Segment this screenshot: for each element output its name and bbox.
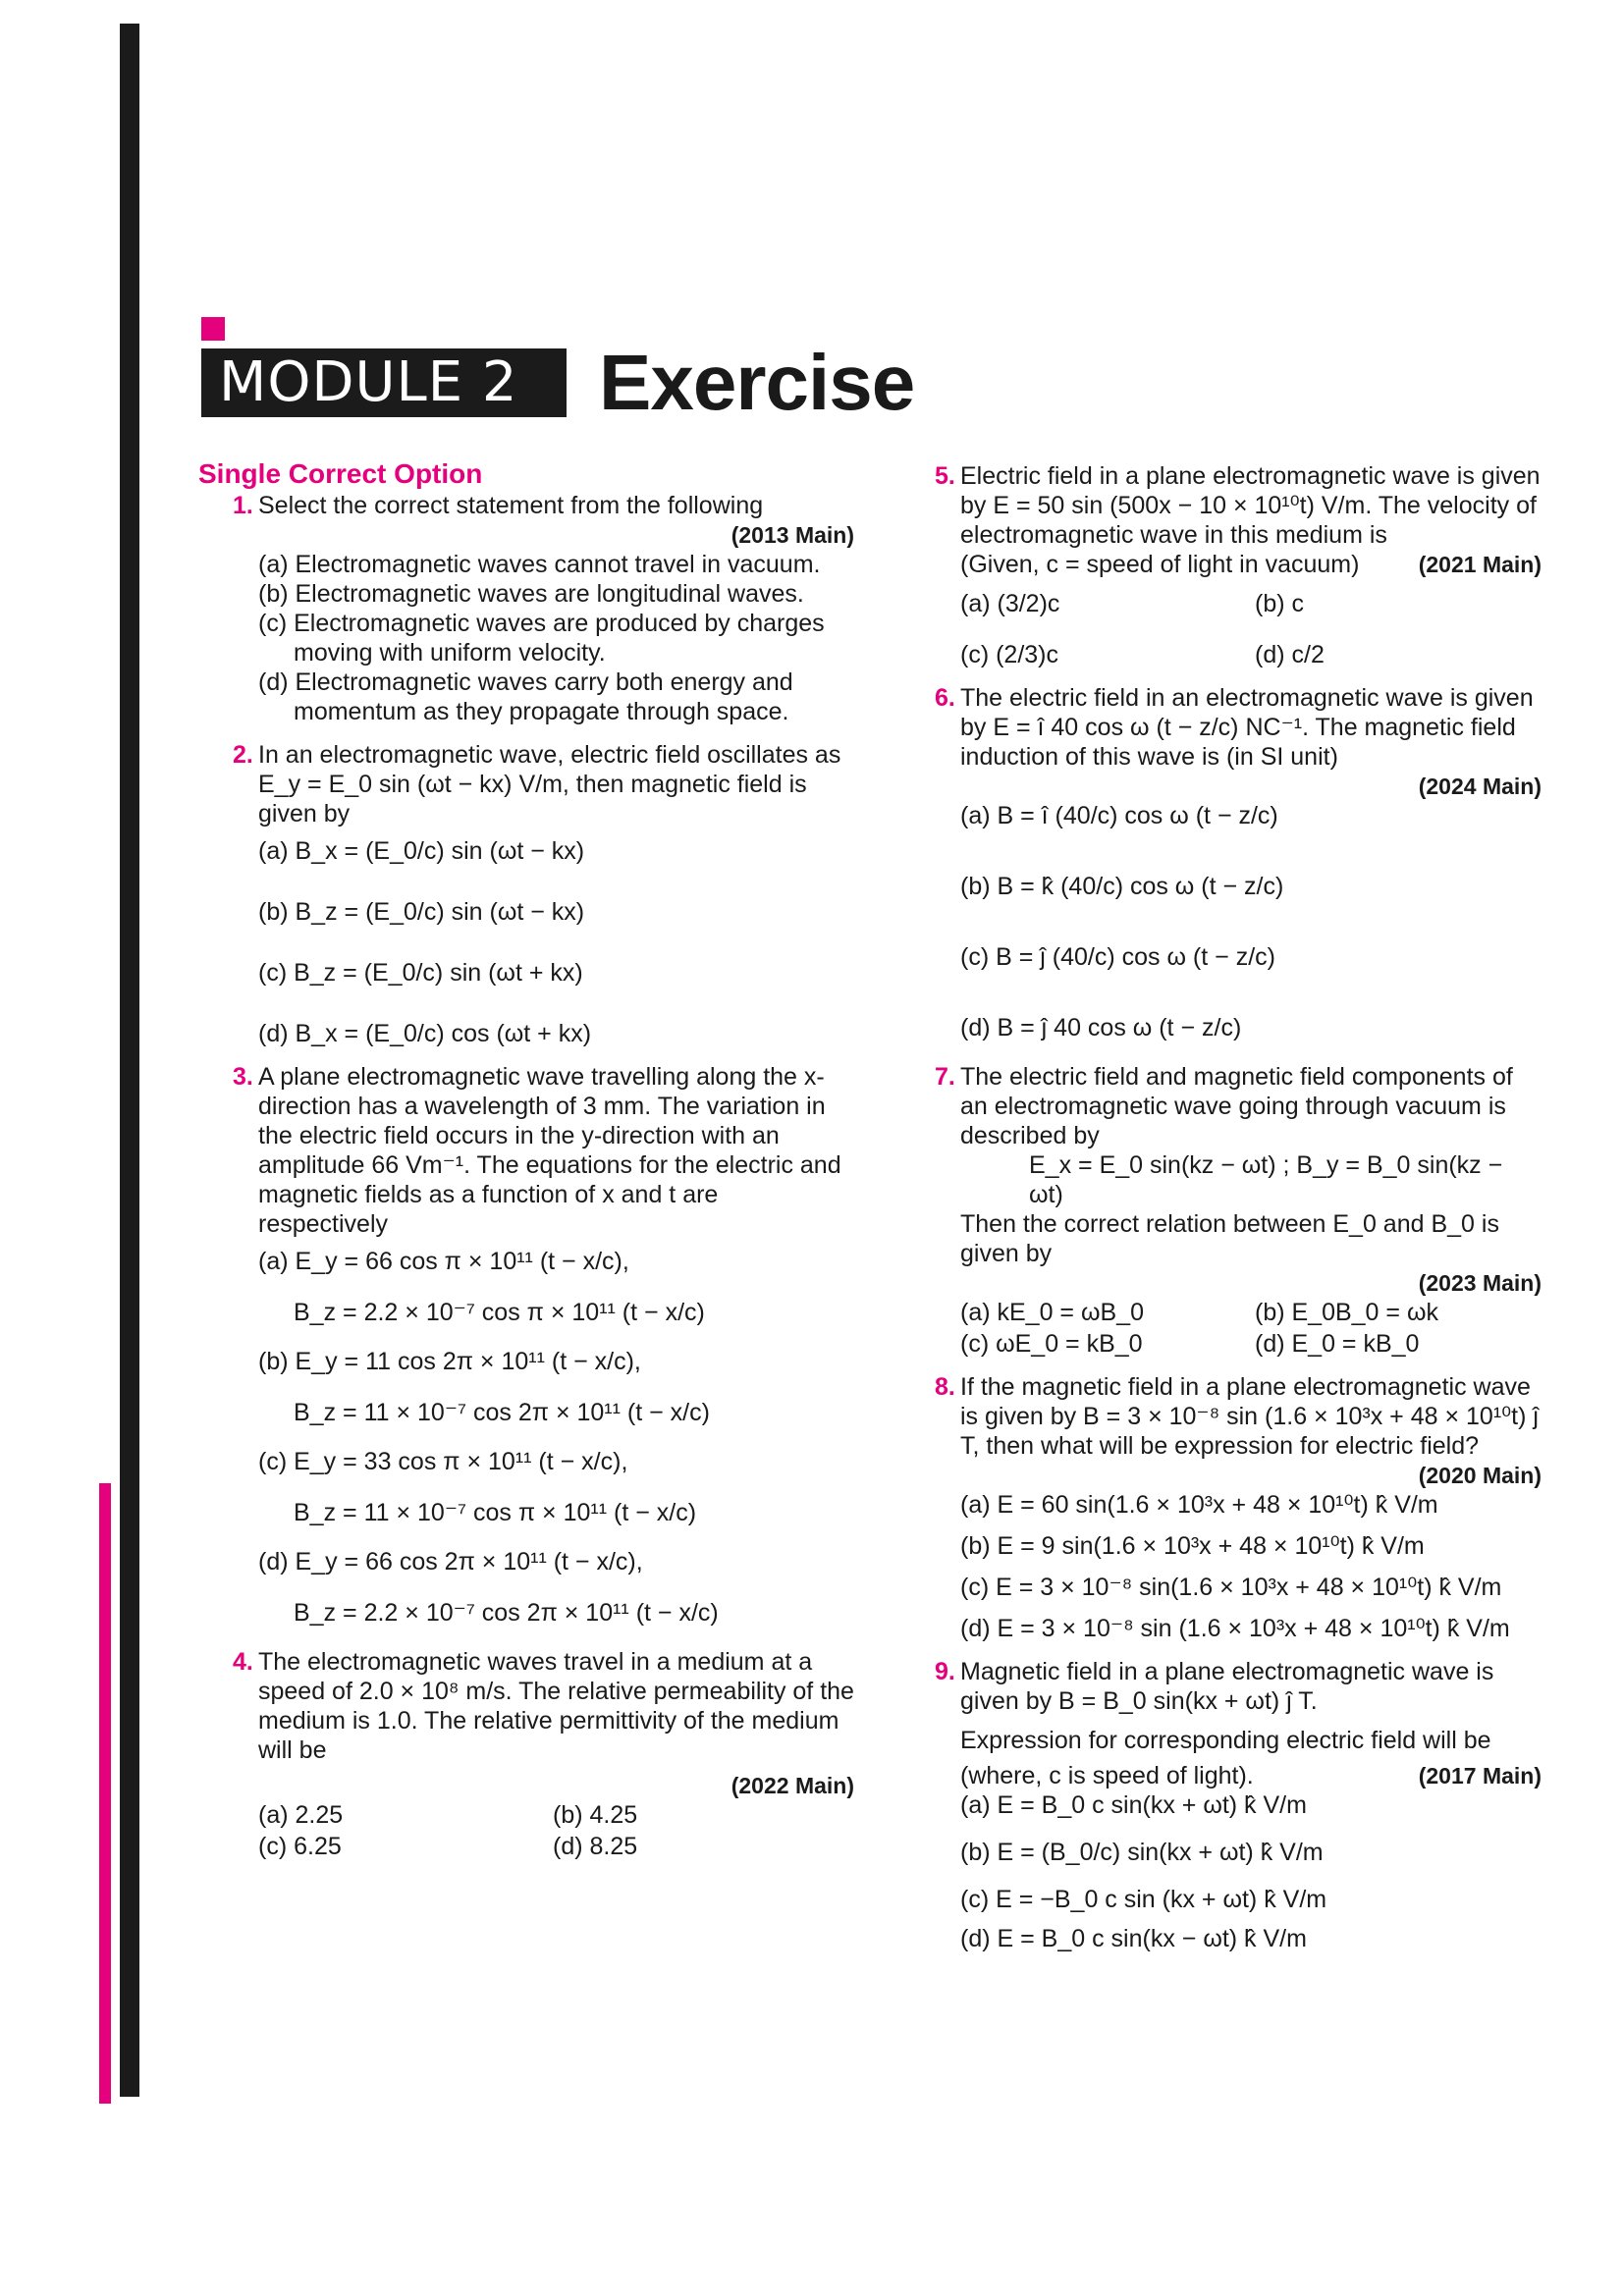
question-number: 2. — [233, 741, 253, 769]
option: (d) E = 3 × 10⁻⁸ sin (1.6 × 10³x + 48 × 10¹⁰t) k̂ V/m — [960, 1615, 1510, 1642]
module-label: MODULE 2 — [201, 348, 567, 417]
question-number: 1. — [233, 492, 253, 519]
question-1 — [211, 491, 854, 726]
left-column — [211, 491, 854, 1875]
question-4 — [211, 1647, 854, 1861]
question-text-2: Expression for corresponding electric field will be — [960, 1727, 1491, 1754]
exam-year: (2017 Main) — [1418, 1763, 1542, 1789]
option: (b) 4.25 — [553, 1801, 638, 1829]
option: (b) B_z = (E_0/c) sin (ωt − kx) — [258, 898, 585, 926]
question-6 — [913, 683, 1542, 1042]
exam-year: (2022 Main) — [730, 1773, 854, 1798]
question-number: 7. — [935, 1063, 955, 1091]
option: (c) 6.25 — [258, 1833, 342, 1860]
left-accent-bar — [99, 1483, 111, 2104]
options-grid — [258, 1800, 854, 1861]
option: (d) E = B_0 c sin(kx − ωt) k̂ V/m — [960, 1925, 1307, 1952]
option: (c) ωE_0 = kB_0 — [960, 1330, 1143, 1358]
title-accent-square — [201, 317, 225, 341]
option: (a) B_x = (E_0/c) sin (ωt − kx) — [258, 837, 585, 865]
exam-year: (2021 Main) — [1418, 552, 1542, 577]
question-number: 9. — [935, 1658, 955, 1685]
exam-year: (2020 Main) — [1418, 1463, 1542, 1488]
question-8 — [913, 1372, 1542, 1643]
question-number: 3. — [233, 1063, 253, 1091]
option: (c) E = 3 × 10⁻⁸ sin(1.6 × 10³x + 48 × 10¹⁰t) k̂ V/m — [960, 1574, 1502, 1601]
exam-year: (2023 Main) — [1418, 1270, 1542, 1296]
option: (b) E_0B_0 = ωk — [1255, 1299, 1438, 1326]
page-title: Exercise — [599, 339, 915, 426]
option: (b) E = (B_0/c) sin(kx + ωt) k̂ V/m — [960, 1839, 1324, 1866]
option: (d) B = ĵ 40 cos ω (t − z/c) — [960, 1014, 1242, 1041]
option: (d) E_0 = kB_0 — [1255, 1330, 1420, 1358]
question-text: The electric field and magnetic field components of an electromagnetic wave going through vacuum is described by — [960, 1063, 1513, 1149]
question-2 — [211, 740, 854, 1048]
question-5 — [913, 461, 1542, 669]
question-number: 8. — [935, 1373, 955, 1401]
given-note: (where, c is speed of light). — [960, 1762, 1254, 1789]
left-margin-bar — [120, 24, 139, 2097]
option: (d) E_y = 66 cos 2π × 10¹¹ (t − x/c), B_z = 2.2 × 10⁻⁷ cos 2π × 10¹¹ (t − x/c) — [258, 1548, 719, 1627]
option: (a) E = B_0 c sin(kx + ωt) k̂ V/m — [960, 1791, 1307, 1819]
option: (d) B_x = (E_0/c) cos (ωt + kx) — [258, 1020, 592, 1047]
right-column — [913, 461, 1542, 1967]
option: (b) E_y = 11 cos 2π × 10¹¹ (t − x/c), B_z = 11 × 10⁻⁷ cos 2π × 10¹¹ (t − x/c) — [258, 1348, 710, 1426]
option: (c) (2/3)c — [960, 641, 1058, 668]
options-grid — [960, 589, 1542, 669]
question-text-2: Then the correct relation between E_0 and B_0 is given by — [960, 1210, 1499, 1267]
option: (b) B = k̂ (40/c) cos ω (t − z/c) — [960, 873, 1284, 900]
option: (a) 2.25 — [258, 1801, 344, 1829]
option: (b) E = 9 sin(1.6 × 10³x + 48 × 10¹⁰t) k̂ V/m — [960, 1532, 1425, 1560]
option: (b) Electromagnetic waves are longitudinal waves. — [258, 580, 804, 608]
option: (a) E = 60 sin(1.6 × 10³x + 48 × 10¹⁰t) k̂ V/m — [960, 1491, 1438, 1519]
option: (d) 8.25 — [553, 1833, 638, 1860]
exam-year: (2013 Main) — [730, 522, 854, 548]
question-7 — [913, 1062, 1542, 1359]
question-text: The electromagnetic waves travel in a medium at a speed of 2.0 × 10⁸ m/s. The relative permeability of the medium is 1.0. The relative permittivity of the medium will be — [258, 1648, 854, 1764]
option: (d) c/2 — [1255, 641, 1325, 668]
option: (c) Electromagnetic waves are produced by charges moving with uniform velocity. — [258, 610, 825, 667]
question-text: In an electromagnetic wave, electric field oscillates as E_y = E_0 sin (ωt − kx) V/m, then magnetic field is given by — [258, 741, 841, 828]
section-heading: Single Correct Option — [198, 458, 483, 489]
option: (a) Electromagnetic waves cannot travel in vacuum. — [258, 551, 821, 578]
options-grid — [960, 1298, 1542, 1359]
question-text: Electric field in a plane electromagnetic wave is given by E = 50 sin (500x − 10 × 10¹⁰t) V/m. The velocity of electromagnetic wave in this medium is — [960, 462, 1541, 549]
question-text: If the magnetic field in a plane electromagnetic wave is given by B = 3 × 10⁻⁸ sin (1.6 × 10³x + 48 × 10¹⁰t) ĵ T, then what will be expression for electric field? — [960, 1373, 1539, 1460]
question-text: Magnetic field in a plane electromagnetic wave is given by B = B_0 sin(kx + ωt) ĵ T. — [960, 1658, 1494, 1715]
option: (b) c — [1255, 590, 1304, 617]
option: (c) E = −B_0 c sin (kx + ωt) k̂ V/m — [960, 1886, 1327, 1913]
question-3 — [211, 1062, 854, 1628]
exam-year: (2024 Main) — [1418, 774, 1542, 799]
question-text: Select the correct statement from the following — [258, 492, 764, 519]
option: (c) B_z = (E_0/c) sin (ωt + kx) — [258, 959, 583, 987]
question-9 — [913, 1657, 1542, 1953]
given-note: (Given, c = speed of light in vacuum) — [960, 551, 1360, 578]
option: (c) B = ĵ (40/c) cos ω (t − z/c) — [960, 943, 1275, 971]
question-number: 6. — [935, 684, 955, 712]
question-number: 4. — [233, 1648, 253, 1676]
option: (a) E_y = 66 cos π × 10¹¹ (t − x/c), B_z = 2.2 × 10⁻⁷ cos π × 10¹¹ (t − x/c) — [258, 1248, 705, 1326]
option: (a) (3/2)c — [960, 590, 1060, 617]
question-text: A plane electromagnetic wave travelling along the x-direction has a wavelength of 3 mm. The variation in the electric field occurs in the y-direction with an amplitude 66 Vm⁻¹. The equations for the electric and magnetic fields as a function of x and t are respectively — [258, 1063, 841, 1238]
question-text: The electric field in an electromagnetic wave is given by E = î 40 cos ω (t − z/c) NC⁻¹. The magnetic field induction of this wave is (in SI unit) — [960, 684, 1534, 771]
option: (a) kE_0 = ωB_0 — [960, 1299, 1144, 1326]
equation: E_x = E_0 sin(kz − ωt) ; B_y = B_0 sin(kz − ωt) — [1029, 1151, 1503, 1208]
question-number: 5. — [935, 462, 955, 490]
option: (c) E_y = 33 cos π × 10¹¹ (t − x/c), B_z = 11 × 10⁻⁷ cos π × 10¹¹ (t − x/c) — [258, 1448, 697, 1526]
option: (d) Electromagnetic waves carry both energy and momentum as they propagate through space. — [258, 668, 793, 725]
option: (a) B = î (40/c) cos ω (t − z/c) — [960, 802, 1278, 829]
